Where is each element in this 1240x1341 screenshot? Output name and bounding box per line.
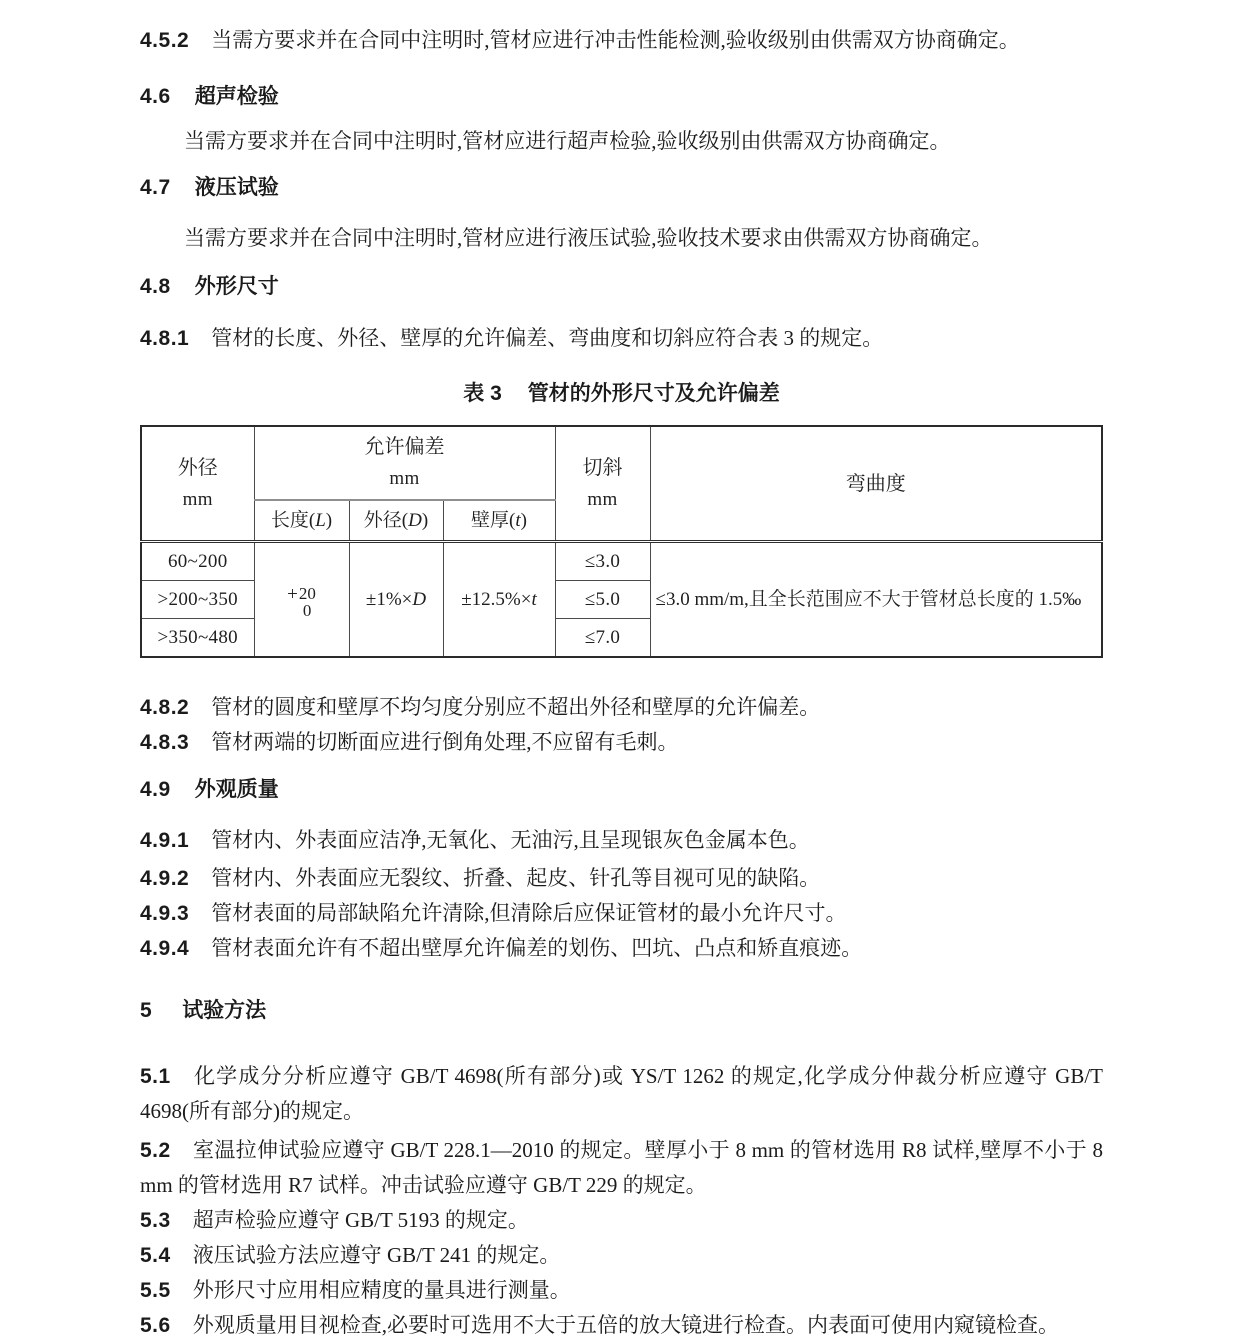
clause-4-9-2 <box>140 861 1103 896</box>
clause-4-9-3 <box>140 896 1103 931</box>
heading-4-7 <box>140 170 1103 205</box>
tolerance-value: + 20 0 <box>287 584 316 620</box>
clause-number: 5.2 <box>140 1139 171 1162</box>
clause-number: 5.4 <box>140 1244 171 1267</box>
clause-text: 管材表面允许有不超出壁厚允许偏差的划伤、凹坑、凸点和矫直痕迹。 <box>211 936 863 960</box>
clause-4-8-2 <box>140 690 1103 725</box>
header-allowed-deviation: 允许偏差 mm <box>254 426 555 500</box>
heading-number: 4.9 <box>140 778 171 801</box>
paragraph-text: 当需方要求并在合同中注明时,管材应进行液压试验,验收技术要求由供需双方协商确定。 <box>184 226 993 250</box>
cell-od-range-2: >200~350 <box>141 581 254 619</box>
clause-4-9-4 <box>140 931 1103 966</box>
clause-number: 4.5.2 <box>140 29 190 52</box>
clause-number: 5.6 <box>140 1314 171 1337</box>
cell-bend-degree: ≤3.0 mm/m,且全长范围应不大于管材总长度的 1.5‰ <box>650 542 1102 658</box>
subheader-length: 长度(L) <box>254 500 349 542</box>
heading-5 <box>140 993 1103 1028</box>
paragraph-4-6 <box>140 124 1103 159</box>
clause-5-3 <box>140 1203 1103 1238</box>
clause-text: 当需方要求并在合同中注明时,管材应进行冲击性能检测,验收级别由供需双方协商确定。 <box>211 28 1020 52</box>
clause-5-4 <box>140 1238 1103 1273</box>
clause-text: 超声检验应遵守 GB/T 5193 的规定。 <box>192 1208 529 1232</box>
clause-number: 4.9.2 <box>140 867 190 890</box>
heading-title: 液压试验 <box>194 176 279 199</box>
heading-title: 超声检验 <box>194 85 279 108</box>
clause-number: 5.1 <box>140 1065 171 1088</box>
subheader-wall-thickness: 壁厚(t) <box>443 500 555 542</box>
clause-number: 5.5 <box>140 1279 171 1302</box>
clause-text: 化学成分分析应遵守 GB/T 4698(所有部分)或 YS/T 1262 的规定,化学成分仲裁分析应遵守 GB/T 4698(所有部分)的规定。 <box>140 1064 1103 1123</box>
table-label: 表 3 <box>463 382 502 405</box>
cell-od-range-3: >350~480 <box>141 619 254 658</box>
paragraph-text: 当需方要求并在合同中注明时,管材应进行超声检验,验收级别由供需双方协商确定。 <box>184 129 951 153</box>
paragraph-4-7 <box>140 221 1103 256</box>
header-bend-degree: 弯曲度 <box>650 426 1102 542</box>
heading-number: 4.7 <box>140 176 171 199</box>
header-outer-diameter: 外径 mm <box>141 426 254 542</box>
clause-text: 管材两端的切断面应进行倒角处理,不应留有毛刺。 <box>211 730 679 754</box>
heading-number: 4.6 <box>140 85 171 108</box>
clause-4-8-3 <box>140 725 1103 760</box>
clause-text: 管材内、外表面应无裂纹、折叠、起皮、针孔等目视可见的缺陷。 <box>211 866 821 890</box>
heading-4-8 <box>140 269 1103 304</box>
clause-number: 4.9.4 <box>140 937 190 960</box>
clause-text: 外观质量用目视检查,必要时可选用不大于五倍的放大镜进行检查。内表面可使用内窥镜检查。 <box>192 1313 1059 1337</box>
clause-number: 5.3 <box>140 1209 171 1232</box>
clause-number: 4.9.3 <box>140 902 190 925</box>
heading-number: 5 <box>140 999 153 1022</box>
table-caption: 管材的外形尺寸及允许偏差 <box>527 382 780 405</box>
cell-cut-slant-2: ≤5.0 <box>555 581 650 619</box>
clause-5-6 <box>140 1308 1103 1341</box>
clause-text: 室温拉伸试验应遵守 GB/T 228.1—2010 的规定。壁厚小于 8 mm 的管材选用 R8 试样,壁厚不小于 8 mm 的管材选用 R7 试样。冲击试验应遵守 GB/T 229 的规定。 <box>140 1138 1103 1197</box>
cell-od-deviation: ±1%×D <box>349 542 443 658</box>
clause-4-5-2 <box>140 23 1103 58</box>
table-3 <box>140 425 1103 658</box>
clause-text: 外形尺寸应用相应精度的量具进行测量。 <box>192 1278 571 1302</box>
heading-number: 4.8 <box>140 275 171 298</box>
heading-title: 外形尺寸 <box>194 275 279 298</box>
clause-text: 管材表面的局部缺陷允许清除,但清除后应保证管材的最小允许尺寸。 <box>211 901 847 925</box>
clause-text: 管材的圆度和壁厚不均匀度分别应不超出外径和壁厚的允许偏差。 <box>211 695 821 719</box>
heading-title: 外观质量 <box>194 778 279 801</box>
clause-text: 管材的长度、外径、壁厚的允许偏差、弯曲度和切斜应符合表 3 的规定。 <box>211 326 884 350</box>
table-row <box>141 542 1102 581</box>
subheader-outer-diameter: 外径(D) <box>349 500 443 542</box>
clause-number: 4.8.2 <box>140 696 190 719</box>
clause-5-5 <box>140 1273 1103 1308</box>
clause-number: 4.9.1 <box>140 829 190 852</box>
table-3-title <box>140 376 1103 411</box>
header-cut-slant: 切斜 mm <box>555 426 650 542</box>
clause-text: 管材内、外表面应洁净,无氧化、无油污,且呈现银灰色金属本色。 <box>211 828 810 852</box>
cell-length-deviation <box>254 542 349 658</box>
clause-5-1 <box>140 1059 1103 1129</box>
clause-number: 4.8.3 <box>140 731 190 754</box>
clause-number: 4.8.1 <box>140 327 190 350</box>
cell-cut-slant-1: ≤3.0 <box>555 542 650 581</box>
heading-4-6 <box>140 79 1103 114</box>
heading-4-9 <box>140 772 1103 807</box>
clause-4-9-1 <box>140 823 1103 858</box>
cell-od-range-1: 60~200 <box>141 542 254 581</box>
clause-5-2 <box>140 1133 1103 1203</box>
cell-cut-slant-3: ≤7.0 <box>555 619 650 658</box>
cell-wall-deviation: ±12.5%×t <box>443 542 555 658</box>
clause-4-8-1 <box>140 321 1103 356</box>
clause-text: 液压试验方法应遵守 GB/T 241 的规定。 <box>192 1243 561 1267</box>
heading-title: 试验方法 <box>182 999 267 1022</box>
